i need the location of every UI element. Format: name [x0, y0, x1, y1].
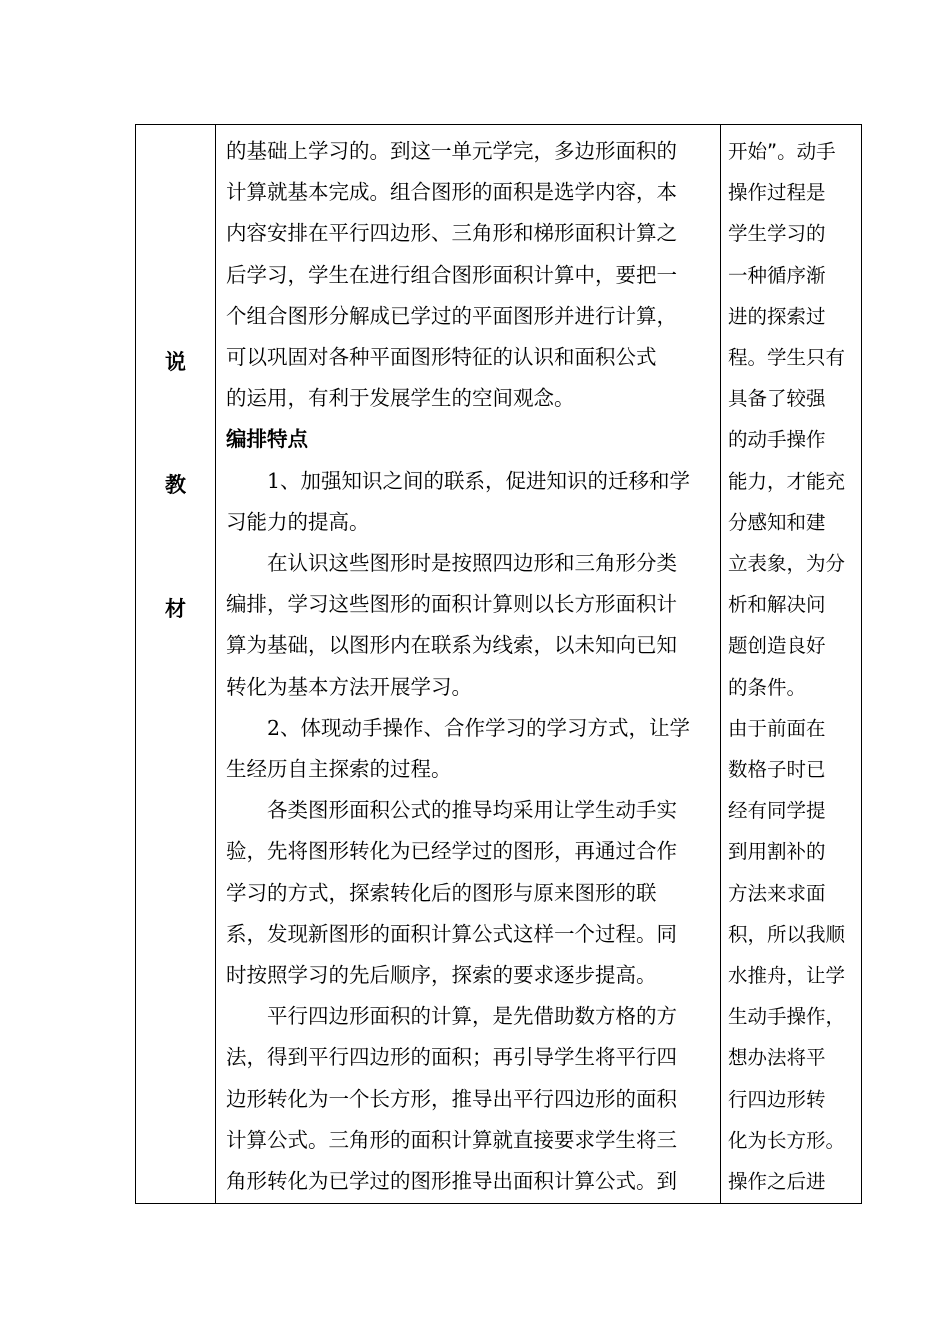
text-line: 内容安排在平行四边形、三角形和梯形面积计算之 — [226, 221, 677, 246]
side-note-line: 立表象，为分 — [728, 552, 846, 576]
text-line: 计算就基本完成。组合图形的面积是选学内容，本 — [226, 180, 677, 205]
side-note-line: 数格子时已 — [728, 758, 826, 782]
text-line: 可以巩固对各种平面图形特征的认识和面积公式 — [226, 345, 657, 370]
side-note-line: 经有同学提 — [728, 799, 826, 823]
text-line: 各类图形面积公式的推导均采用让学生动手实 — [267, 798, 677, 823]
text-line: 的基础上学习的。到这一单元学完，多边形面积的 — [226, 139, 677, 163]
side-note-line: 能力，才能充 — [728, 469, 846, 493]
text-line: 生经历自主探索的过程。 — [226, 757, 452, 782]
side-note-line: 分感知和建 — [728, 510, 826, 534]
side-note-line: 学生学习的 — [728, 222, 826, 246]
side-note-line: 由于前面在 — [728, 716, 826, 740]
text-line: 个组合图形分解成已学过的平面图形并进行计算， — [226, 303, 677, 328]
side-note-line: 一种循序渐 — [728, 263, 826, 287]
text-line: 在认识这些图形时是按照四边形和三角形分类 — [267, 551, 677, 576]
text-line: 角形转化为已学过的图形推导出面积计算公式。到 — [226, 1169, 677, 1194]
text-line: 时按照学习的先后顺序，探索的要求逐步提高。 — [226, 963, 657, 988]
text-line: 计算公式。三角形的面积计算就直接要求学生将三 — [226, 1127, 677, 1152]
lesson-table — [135, 124, 862, 1204]
section-label-char-3: 材 — [165, 596, 186, 621]
text-line: 法，得到平行四边形的面积；再引导学生将平行四 — [226, 1045, 677, 1070]
side-note-line: 操作过程是 — [728, 181, 826, 205]
text-line: 习能力的提高。 — [226, 509, 370, 534]
side-note-line: 化为长方形。 — [728, 1128, 846, 1152]
side-note-line: 积，所以我顺 — [728, 922, 846, 946]
side-note-line: 水推舟，让学 — [728, 964, 846, 988]
text-line: 系，发现新图形的面积计算公式这样一个过程。同 — [226, 921, 677, 946]
text-line: 的运用，有利于发展学生的空间观念。 — [226, 386, 575, 411]
text-line: 平行四边形面积的计算，是先借助数方格的方 — [267, 1004, 677, 1029]
text-line: 2、体现动手操作、合作学习的学习方式，让学 — [267, 715, 691, 740]
side-note-line: 进的探索过 — [728, 304, 826, 328]
column-divider-right — [720, 125, 721, 1203]
main-content-column — [226, 131, 712, 1202]
side-note-line: 到用割补的 — [728, 840, 826, 864]
side-note-line: 生动手操作， — [728, 1005, 846, 1029]
side-note-line: 题创造良好 — [728, 634, 826, 658]
side-notes-column — [728, 131, 860, 1202]
side-note-line: 方法来求面 — [728, 881, 826, 905]
text-line: 验，先将图形转化为已经学过的图形，再通过合作 — [226, 839, 677, 864]
text-line: 学习的方式，探索转化后的图形与原来图形的联 — [226, 880, 657, 905]
text-line: 转化为基本方法开展学习。 — [226, 674, 472, 699]
side-note-line: 的条件。 — [728, 675, 807, 699]
side-note-line: 想办法将平 — [728, 1046, 826, 1070]
text-line: 后学习，学生在进行组合图形面积计算中，要把一 — [226, 262, 677, 287]
text-line: 1、加强知识之间的联系，促进知识的迁移和学 — [267, 468, 691, 493]
side-note-line: 析和解决问 — [728, 593, 826, 617]
text-line: 算为基础，以图形内在联系为线索，以未知向已知 — [226, 633, 677, 658]
section-label-char-2: 教 — [165, 472, 186, 497]
side-note-line: 程。学生只有 — [728, 346, 846, 370]
side-note-line: 操作之后进 — [728, 1170, 826, 1194]
side-note-line: 具备了较强 — [728, 387, 826, 411]
section-label-char-1: 说 — [165, 349, 186, 374]
text-line: 边形转化为一个长方形，推导出平行四边形的面积 — [226, 1086, 677, 1111]
side-note-line: 开始”。动手 — [728, 140, 836, 163]
text-line: 编排，学习这些图形的面积计算则以长方形面积计 — [226, 592, 677, 617]
side-note-line: 行四边形转 — [728, 1087, 826, 1111]
column-divider-left — [215, 125, 216, 1203]
section-heading: 编排特点 — [226, 427, 308, 452]
side-note-line: 的动手操作 — [728, 428, 826, 452]
